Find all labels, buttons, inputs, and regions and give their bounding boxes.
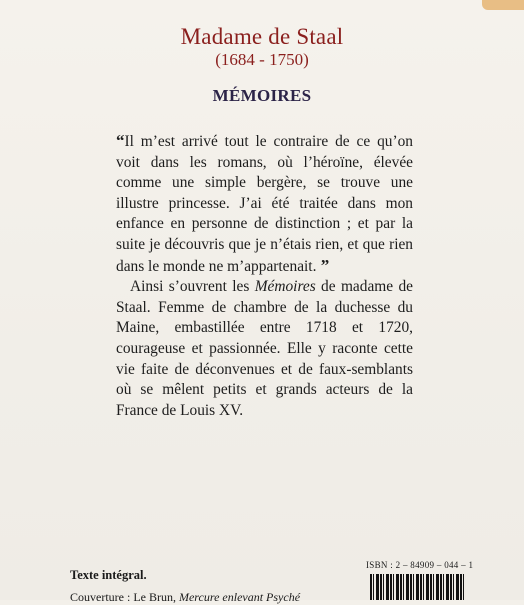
close-quote-mark: ”: [316, 255, 330, 275]
blurb: [116, 131, 413, 421]
author-dates: (1684 - 1750): [215, 50, 309, 69]
description-italic-title: Mémoires: [254, 278, 316, 296]
quote-paragraph: [116, 131, 413, 277]
description-rest: de madame de Staal. Femme de chambre de la duchesse du Maine, embastillée entre 1718 et 1720, courageuse et passionnée. Elle y raconte cette vie faite de déconvenues et de faux-semblants où se mêlent petits et grands acteurs de la France de Louis XV.: [116, 278, 413, 419]
cover-credit-prefix: Couverture : Le Brun,: [70, 590, 179, 604]
cover-credit: [70, 590, 300, 605]
edition-note: Texte intégral.: [70, 568, 147, 582]
description-paragraph: [116, 277, 413, 421]
price-sticker-edge: [482, 0, 524, 10]
author-name: Madame de Staal: [180, 24, 344, 49]
cover-credit-artwork: Mercure enlevant Psyché: [178, 590, 301, 604]
barcode-image: [370, 574, 464, 600]
open-quote-mark: “: [116, 131, 125, 150]
quote-text: Il m’est arrivé tout le contraire de ce qu’on voit dans les romans, où l’héroïne, élevée comme une simple bergère, se trouve une illustre princesse. J’ai été traitée dans mon enfance en personne de distinction ; et par la suite je découvris que je n’étais rien, et que rien dans le monde ne m’appartenait.: [116, 133, 413, 275]
isbn-number: ISBN : 2 – 84909 – 044 – 1: [366, 560, 474, 570]
book-title: MÉMOIRES: [212, 86, 312, 105]
description-start: Ainsi s’ouvrent les: [130, 278, 255, 296]
